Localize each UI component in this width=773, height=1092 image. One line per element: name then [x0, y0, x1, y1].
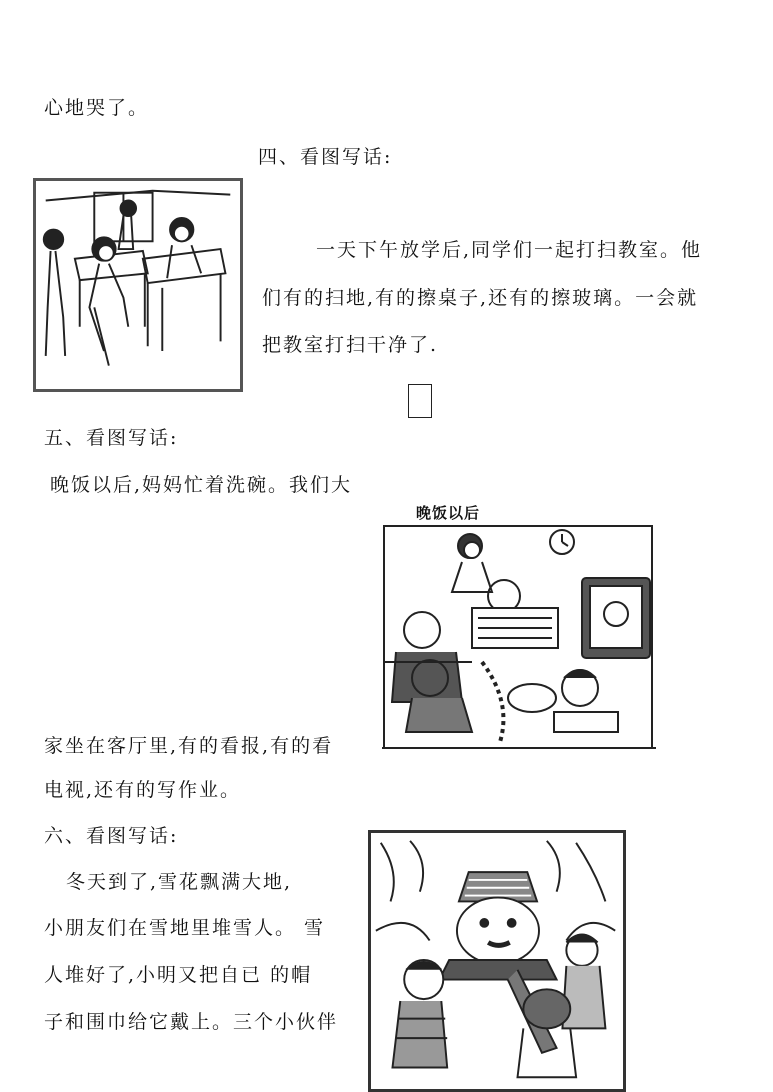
section-six-line-2: 小朋友们在雪地里堆雪人。 雪	[44, 917, 326, 939]
section-six-line-4: 子和围巾给它戴上。三个小伙伴	[44, 1011, 339, 1033]
empty-answer-box	[408, 384, 432, 418]
snowman-illustration	[368, 830, 626, 1092]
continued-text-line: 心地哭了。	[44, 97, 150, 119]
section-six-line-1: 冬天到了,雪花飘满大地,	[66, 871, 293, 893]
illustration-title: 晚饭以后	[416, 504, 481, 522]
snowman-drawing	[371, 833, 623, 1089]
section-five-heading: 五、看图写话:	[44, 427, 179, 449]
section-five-line-3: 电视,还有的写作业。	[44, 779, 242, 801]
section-six-heading: 六、看图写话:	[44, 825, 179, 847]
section-four-line-1: 一天下午放学后,同学们一起打扫教室。他	[316, 239, 703, 261]
section-four-heading: 四、看图写话:	[258, 146, 393, 168]
evening-family-illustration	[382, 502, 656, 750]
classroom-drawing	[36, 181, 240, 389]
section-five-line-2: 家坐在客厅里,有的看报,有的看	[44, 735, 334, 757]
section-four-line-2: 们有的扫地,有的擦桌子,还有的擦玻璃。一会就	[262, 287, 699, 309]
classroom-cleaning-illustration	[33, 178, 243, 392]
section-six-line-3: 人堆好了,小明又把自已 的帽	[44, 964, 313, 986]
section-five-line-1: 晚饭以后,妈妈忙着洗碗。我们大	[50, 474, 353, 496]
family-drawing	[382, 502, 656, 750]
section-four-line-3: 把教室打扫干净了.	[262, 334, 439, 356]
